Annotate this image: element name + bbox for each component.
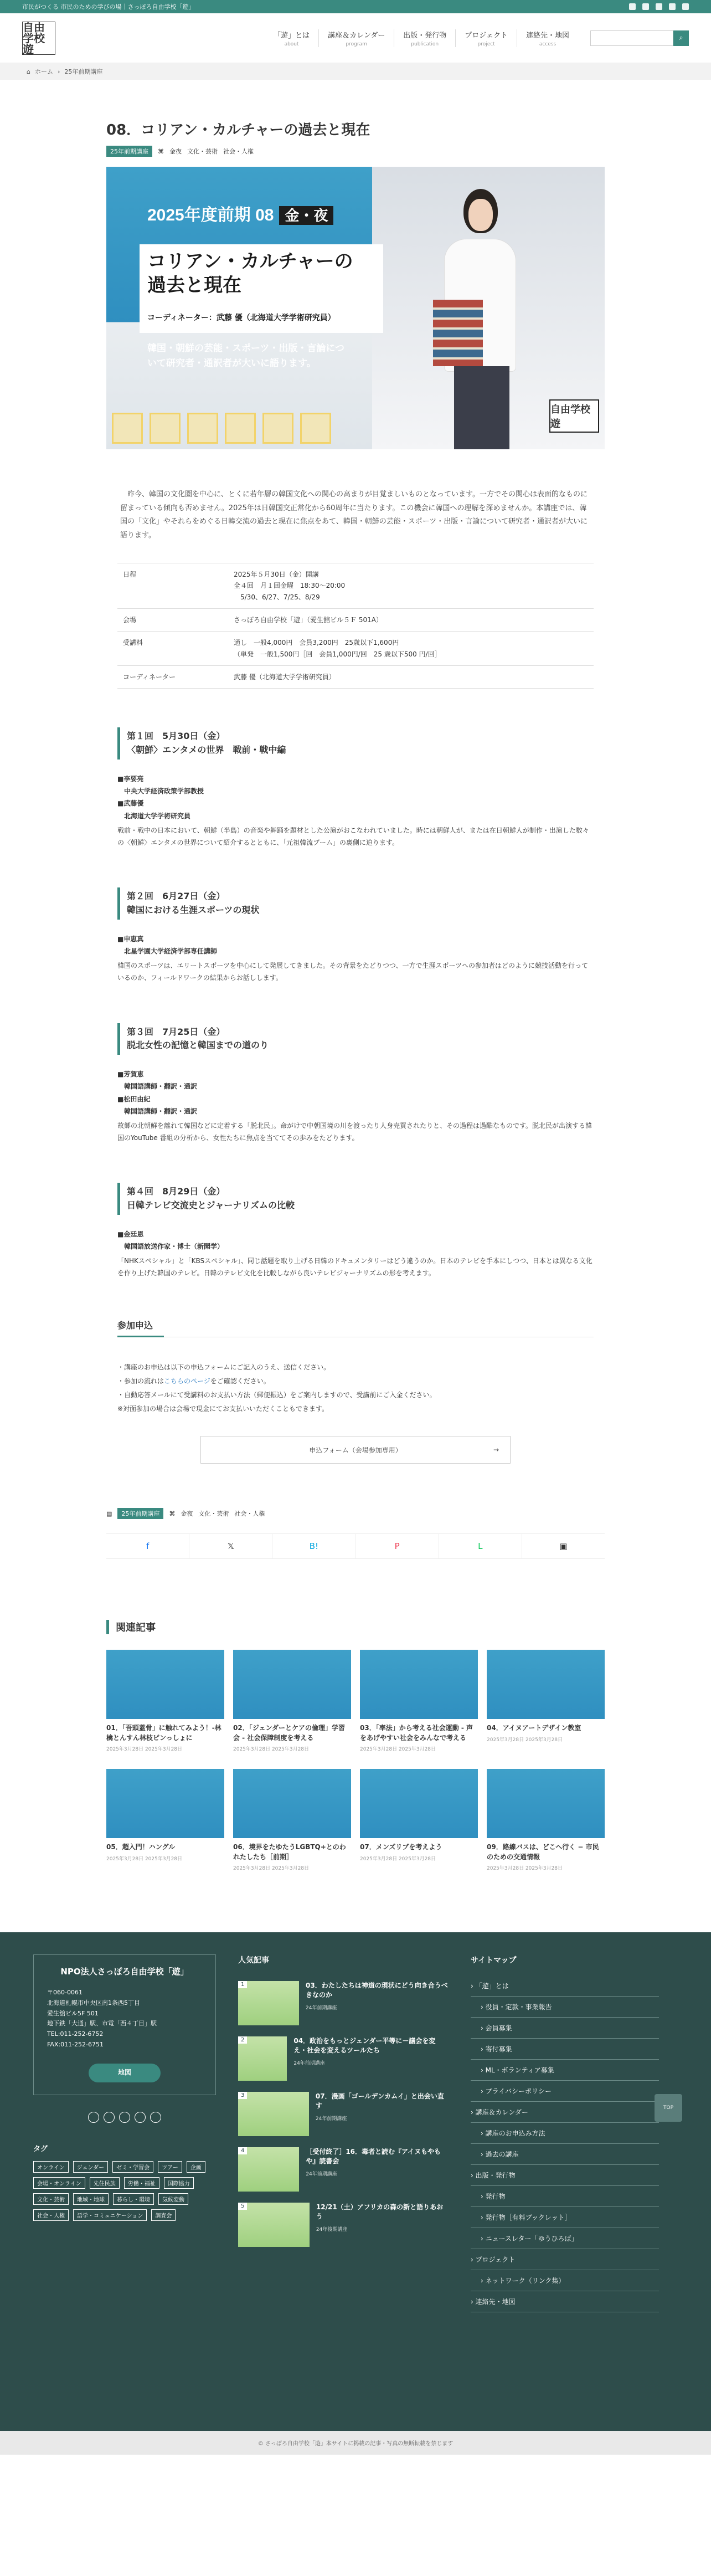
pocket-share-icon[interactable]: P <box>356 1534 439 1558</box>
article-tags-bottom <box>106 1508 605 1519</box>
popular-thumbnail: 3 <box>238 2092 309 2136</box>
tag-link[interactable]: 金夜 <box>169 148 182 155</box>
footer-info <box>33 1954 216 2409</box>
related-card[interactable]: 06．境界をたゆたうLGBTQ+とのわれたしたち［前期］ 2025年3月28日 2025年3月28日 <box>233 1769 351 1871</box>
session-body: ■金廷恩 韓国語放送作家・博士（新聞学） 「NHKスペシャル」と「KBSスペシャル」、同じ話題を取り上げる日韓のドキュメンタリーはどう違うのか。日本のテレビを手本にしつつ、日本とは異なる文化を作り上げた韓国のテレビ。日韓のテレビ文化を比較しながら良いテレビジャーナリズムの形を考えます。 <box>117 1230 592 1277</box>
popular-thumbnail: 4 <box>238 2147 299 2192</box>
session-body: ■李要亮 中央大学経済政策学部教授 ■武藤優 北海道大学学術研究員 戦前・戦中の日本において、朝鮮（半島）の音楽や舞踊を題材とした公演がおこなわれていました。時には朝鮮人が、または在日朝鮮人が制作・出演した数々の〈朝鮮〉エンタメの世界について紹介するとともに、「元祖韓流ブーム」の裏側に迫ります。 <box>117 775 589 847</box>
sitemap-item[interactable]: › プロジェクト <box>471 2249 659 2270</box>
session-list <box>117 727 594 1279</box>
sitemap-item[interactable]: › 過去の講座 <box>471 2144 659 2165</box>
address-box: NPO法人さっぽろ自由学校「遊」 〒060-0061 北海道札幌市中央区南1条西5丁目 愛生舘ビル5F 501 地下鉄「大通」駅、市電「西４丁目」駅 TEL:011-252-6752 FAX:011-252-6751 地図 <box>33 1954 216 2095</box>
card-thumbnail <box>106 1650 224 1719</box>
list-item: ・参加の流れはこちらのページをご確認ください。 <box>117 1377 270 1385</box>
list-item: ※対面参加の場合は会場で現金にてお支払いいただくこともできます。 <box>117 1405 329 1413</box>
line-share-icon[interactable]: L <box>439 1534 522 1558</box>
footer-social-icons <box>33 2112 216 2123</box>
related-grid <box>106 1650 605 1871</box>
breadcrumb <box>0 63 711 80</box>
nav-label: 講座＆カレンダー <box>328 31 385 40</box>
list-item: ・自動応答メールにて受講料のお支払い方法（郵便振込）をご案内しますので、受講前にご入金ください。 <box>117 1390 436 1399</box>
article-tags <box>106 146 605 157</box>
popular-thumbnail: 1 <box>238 1981 299 2025</box>
related-card[interactable]: 04．アイヌアートデザイン教室 2025年3月28日 2025年3月28日 <box>487 1650 605 1752</box>
sitemap-item[interactable]: › 「遊」とは <box>471 1975 659 1997</box>
share-buttons <box>106 1533 605 1559</box>
avatar <box>150 413 181 444</box>
tag-heading: タグ <box>33 2144 48 2153</box>
nav-label: 連絡先・地図 <box>525 31 569 40</box>
org-name: NPO法人さっぽろ自由学校「遊」 <box>60 1966 189 1977</box>
global-nav <box>265 29 578 47</box>
sitemap-list <box>471 1975 659 2312</box>
sitemap-item[interactable]: › 講座のお申込み方法 <box>471 2123 659 2144</box>
related-articles <box>106 1620 605 1871</box>
tag-link[interactable]: 労働・福祉 <box>124 2177 159 2189</box>
nav-item-publication[interactable] <box>394 29 455 47</box>
sitemap-item[interactable]: › 役員・定款・事業報告 <box>471 1997 659 2018</box>
breadcrumb-home[interactable]: ホーム <box>34 68 53 75</box>
page-title: 08．コリアン・カルチャーの過去と現在 <box>106 122 370 138</box>
hero-logo: 自由学校遊 <box>549 399 599 433</box>
hero-image <box>106 167 605 449</box>
sitemap-item[interactable]: › 会員募集 <box>471 2018 659 2039</box>
card-thumbnail <box>487 1650 605 1719</box>
related-heading: 関連記事 <box>106 1620 605 1634</box>
table-row: 会場 さっぽろ自由学校「遊」（愛生舘ビル５Ｆ 501A） <box>117 608 594 631</box>
folder-icon: ▤ <box>106 1510 112 1517</box>
top-bar <box>0 0 711 13</box>
youtube-icon[interactable] <box>119 2112 130 2123</box>
avatar <box>187 413 218 444</box>
tag-link[interactable]: 文化・芸術 <box>187 148 218 155</box>
nav-label: 「遊」とは <box>274 31 310 40</box>
popular-item[interactable]: 5 12/21（土）アフリカの森の新と語りあおう 24年後期講座 <box>238 2203 449 2247</box>
x-share-icon[interactable]: 𝕏 <box>189 1534 272 1558</box>
apply-section <box>117 1318 594 1464</box>
tag-link[interactable]: 文化・芸術 <box>33 2193 69 2205</box>
popular-item[interactable]: 1 03．わたしたちは神道の現状にどう向き合うべきなのか 24年前期講座 <box>238 1981 449 2025</box>
apply-list <box>117 1361 594 1417</box>
nav-item-about[interactable] <box>265 29 318 47</box>
hero-person <box>433 189 527 449</box>
card-thumbnail <box>360 1650 478 1719</box>
facebook-icon[interactable] <box>88 2112 99 2123</box>
tag-link[interactable]: 社会・人権 <box>33 2209 69 2221</box>
course-info-table <box>117 563 594 689</box>
tag-link[interactable]: 企画 <box>187 2161 205 2173</box>
related-card[interactable]: 03．「率法」から考える社会運動 - 声をあげやすい社会をみんなで考える 2025年3月28日 2025年3月28日 <box>360 1650 478 1752</box>
sitemap-heading: サイトマップ <box>471 1956 517 1965</box>
tag-link[interactable]: 語学・コミュニケーション <box>73 2209 147 2221</box>
tag-link[interactable]: ジェンダー <box>73 2161 108 2173</box>
avatar <box>262 413 293 444</box>
popular-articles <box>238 1954 449 2409</box>
hero-coordinator: コーディネーター：武藤 優（北海道大学学術研究員） <box>147 314 336 322</box>
apply-form-button[interactable]: 申込フォーム（会場参加専用） → <box>200 1436 511 1464</box>
tag-link[interactable]: ゼミ・学習会 <box>112 2161 153 2173</box>
apply-heading: 参加申込 <box>117 1318 164 1337</box>
tag-link[interactable]: 先住民族 <box>90 2177 120 2189</box>
sitemap-item[interactable]: › ニュースレター「ゆうひろば」 <box>471 2228 659 2249</box>
intro-text: 昨今、韓国の文化圏を中心に、とくに若年層の韓国文化への関心の高まりが目覚ましいものとなっています。一方でその関心は表面的なものに留まっている傾向も否めません。2025年は日韓国交正常化から60周年に当たります。この機会に韓国への理解を深めませんか。本講座では、韓国の「文化」やそれらをめぐる日韓交流の過去と現在に焦点をあて、韓国・朝鮮の芸能・スポーツ・出版・言論について研究者・通訳者が大いに語ります。 <box>120 490 588 540</box>
session-heading: 第２回 6月27日（金） 韓国における生涯スポーツの現状 <box>117 887 594 920</box>
session-heading: 第４回 8月29日（金） 日韓テレビ交流史とジャーナリズムの比較 <box>117 1183 594 1215</box>
category-badge[interactable]: 25年前期講座 <box>106 146 152 157</box>
nav-item-access[interactable] <box>517 29 578 47</box>
tag-link[interactable]: 調査会 <box>151 2209 176 2221</box>
session-heading: 第３回 7月25日（金） 脱北女性の記憶と韓国までの道のり <box>117 1023 594 1055</box>
site-logo[interactable]: 自由学校遊 <box>22 22 55 55</box>
nav-sub: program <box>346 41 367 47</box>
tag-link[interactable]: ツアー <box>158 2161 182 2173</box>
sitemap-item[interactable]: › 連絡先・地図 <box>471 2291 659 2312</box>
nav-label: 出版・発行物 <box>403 31 447 40</box>
session-body: ■芳賀恵 韓国語講師・翻訳・通訳 ■松田由紀 韓国語講師・翻訳・通訳 故郷の北朝鮮を離れて韓国などに定着する「脱北民」。命がけで中朝国境の川を渡ったり人身売買されたりと、その過程は過酷なものです。脱北民が出演する韓国のYouTube 番組の分析から、女性たちに焦点を当ててその歩みをたどります。 <box>117 1070 592 1142</box>
tag-link[interactable]: 国際協力 <box>164 2177 194 2189</box>
sitemap-item[interactable]: › 発行物 <box>471 2186 659 2207</box>
article <box>106 80 605 1871</box>
tag-link[interactable]: 社会・人権 <box>234 1510 265 1518</box>
hero-title: コリアン・カルチャーの 過去と現在 <box>147 250 353 296</box>
nav-sub: publication <box>411 41 439 47</box>
popular-item[interactable]: 4 ［受付終了］16．毒者と読む『アイヌもやもや』読書会 24年前期講座 <box>238 2147 449 2192</box>
copy-link-icon[interactable]: ▣ <box>522 1534 605 1558</box>
copyright: © さっぽろ自由学校「遊」本サイトに掲載の記事・写真の無断転載を禁じます <box>0 2431 711 2455</box>
sitemap-item[interactable]: › 寄付募集 <box>471 2039 659 2060</box>
tag-link[interactable]: 地域・地球 <box>73 2193 109 2205</box>
home-icon: ⌂ <box>27 68 30 75</box>
tag-link[interactable]: 金夜 <box>181 1510 193 1518</box>
tag-link[interactable]: オンライン <box>33 2161 69 2173</box>
session-body: ■申恵真 北星学園大学経済学部専任講師 韓国のスポーツは、エリートスポーツを中心にして発展してきました。その背景をたどりつつ、一方で生涯スポーツへの参加者はどのように競技活動を行っているのか、フィールドワークの結果からお話しします。 <box>117 935 588 982</box>
sitemap-item[interactable]: › 講座＆カレンダー <box>471 2102 659 2123</box>
arrow-right-icon: → <box>493 1446 499 1454</box>
nav-item-program[interactable] <box>318 29 394 47</box>
nav-sub: about <box>284 41 299 47</box>
popular-item[interactable]: 2 04．政治をもっとジェンダー平等に－議会を変え・社会を変えるツールたち 24年前期講座 <box>238 2036 449 2081</box>
list-item: ・講座のお申込は以下の申込フォームにご記入のうえ、送信ください。 <box>117 1363 331 1371</box>
related-card[interactable]: 02．「ジェンダーとケアの倫理」学習会 - 社会保障制度を考える 2025年3月28日 2025年3月28日 <box>233 1650 351 1752</box>
avatar <box>225 413 256 444</box>
search-icon[interactable]: ⌕ <box>673 30 689 46</box>
popular-item[interactable]: 3 07．漫画「ゴールデンカムイ」と出会い直す 24年前期講座 <box>238 2092 449 2136</box>
breadcrumb-current[interactable]: 25年前期講座 <box>64 68 103 75</box>
sitemap-item[interactable]: › 出版・発行物 <box>471 2165 659 2186</box>
site-footer <box>0 1932 711 2431</box>
tag-icon: ⌘ <box>169 1510 176 1517</box>
popular-heading: 人気記事 <box>238 1956 269 1965</box>
mail-icon[interactable] <box>135 2112 146 2123</box>
tag-link[interactable]: 文化・芸術 <box>198 1510 229 1518</box>
search-input[interactable] <box>590 30 673 46</box>
card-thumbnail <box>360 1769 478 1838</box>
flow-page-link[interactable]: こちらのページ <box>164 1377 210 1385</box>
youtube-icon[interactable] <box>669 3 676 10</box>
avatar <box>300 413 331 444</box>
related-card[interactable]: 07．メンズリブを考えよう 2025年3月28日 2025年3月28日 <box>360 1769 478 1871</box>
session-heading: 第１回 5月30日（金） 〈朝鮮〉エンタメの世界 戦前・戦中編 <box>117 727 594 760</box>
related-card[interactable]: 09．路線バスは、どこへ行く − 市民のための交通情報 2025年3月28日 2025年3月28日 <box>487 1769 605 1871</box>
tag-link[interactable]: 社会・人権 <box>223 148 254 155</box>
facebook-share-icon[interactable]: f <box>146 1541 150 1552</box>
hatena-share-icon[interactable]: B! <box>272 1534 355 1558</box>
chevron-right-icon: › <box>57 68 60 75</box>
sitemap <box>471 1954 659 2409</box>
tag-link[interactable]: 暮らし・環境 <box>113 2193 154 2205</box>
card-thumbnail <box>487 1769 605 1838</box>
nav-sub: project <box>477 41 495 47</box>
instagram-icon[interactable] <box>656 3 662 10</box>
sitemap-item[interactable]: › プライバシーポリシー <box>471 2081 659 2102</box>
nav-sub: access <box>539 41 557 47</box>
x-icon[interactable] <box>104 2112 115 2123</box>
tag-icon: ⌘ <box>158 147 164 155</box>
popular-thumbnail: 5 <box>238 2203 310 2247</box>
speaker-portraits <box>112 413 331 444</box>
page-top-button[interactable]: TOP <box>655 2094 682 2122</box>
sitemap-item[interactable]: › ML・ボランティア募集 <box>471 2060 659 2081</box>
tag-link[interactable]: 気候変動 <box>158 2193 188 2205</box>
sitemap-item[interactable]: › 発行物［有料ブックレット］ <box>471 2207 659 2228</box>
mail-icon[interactable] <box>682 3 689 10</box>
site-tagline: 市民がつくる 市民のための学びの場｜さっぽろ自由学校「遊」 <box>22 3 195 11</box>
tag-link[interactable]: 会場・オンライン <box>33 2177 85 2189</box>
social-icons <box>629 3 689 10</box>
hero-description: 韓国・朝鮮の芸能・スポーツ・出版・言論について研究者・通訳者が大いに語ります。 <box>147 343 344 370</box>
card-thumbnail <box>233 1650 351 1719</box>
table-row: 日程 2025年５月30日（金）開講 全４回 月１回金曜 18:30〜20:00 5/30、6/27、7/25、8/29 <box>117 563 594 608</box>
popular-thumbnail: 2 <box>238 2036 287 2081</box>
related-card[interactable]: 01．「吾頭蓋骨」に触れてみよう！‐林檎とんすん林枝ピンっしょに 2025年3月28日 2025年3月28日 <box>106 1650 224 1752</box>
sitemap-item[interactable]: › ネットワーク（リンク集） <box>471 2270 659 2291</box>
tag-cloud <box>33 2161 216 2221</box>
avatar <box>112 413 143 444</box>
table-row: 受講料 通し 一般4,000円 会員3,200円 25歳以下1,600円 （単発 一般1,500円［回 会員1,000円/回 25 歳以下500 円/回］ <box>117 632 594 666</box>
search-form <box>590 30 689 46</box>
x-icon[interactable] <box>642 3 649 10</box>
site-header <box>0 13 711 63</box>
map-button[interactable]: 地図 <box>89 2064 161 2082</box>
related-card[interactable]: 05．超入門！ハングル 2025年3月28日 2025年3月28日 <box>106 1769 224 1871</box>
nav-item-project[interactable] <box>455 29 517 47</box>
table-row: コーディネーター 武藤 優（北海道大学学術研究員） <box>117 666 594 689</box>
hero-term: 2025年度前期 08 金・夜 <box>147 201 333 225</box>
category-badge[interactable]: 25年前期講座 <box>117 1508 163 1519</box>
facebook-icon[interactable] <box>629 3 636 10</box>
nav-label: プロジェクト <box>465 31 508 40</box>
card-thumbnail <box>106 1769 224 1838</box>
search-icon[interactable] <box>150 2112 161 2123</box>
card-thumbnail <box>233 1769 351 1838</box>
